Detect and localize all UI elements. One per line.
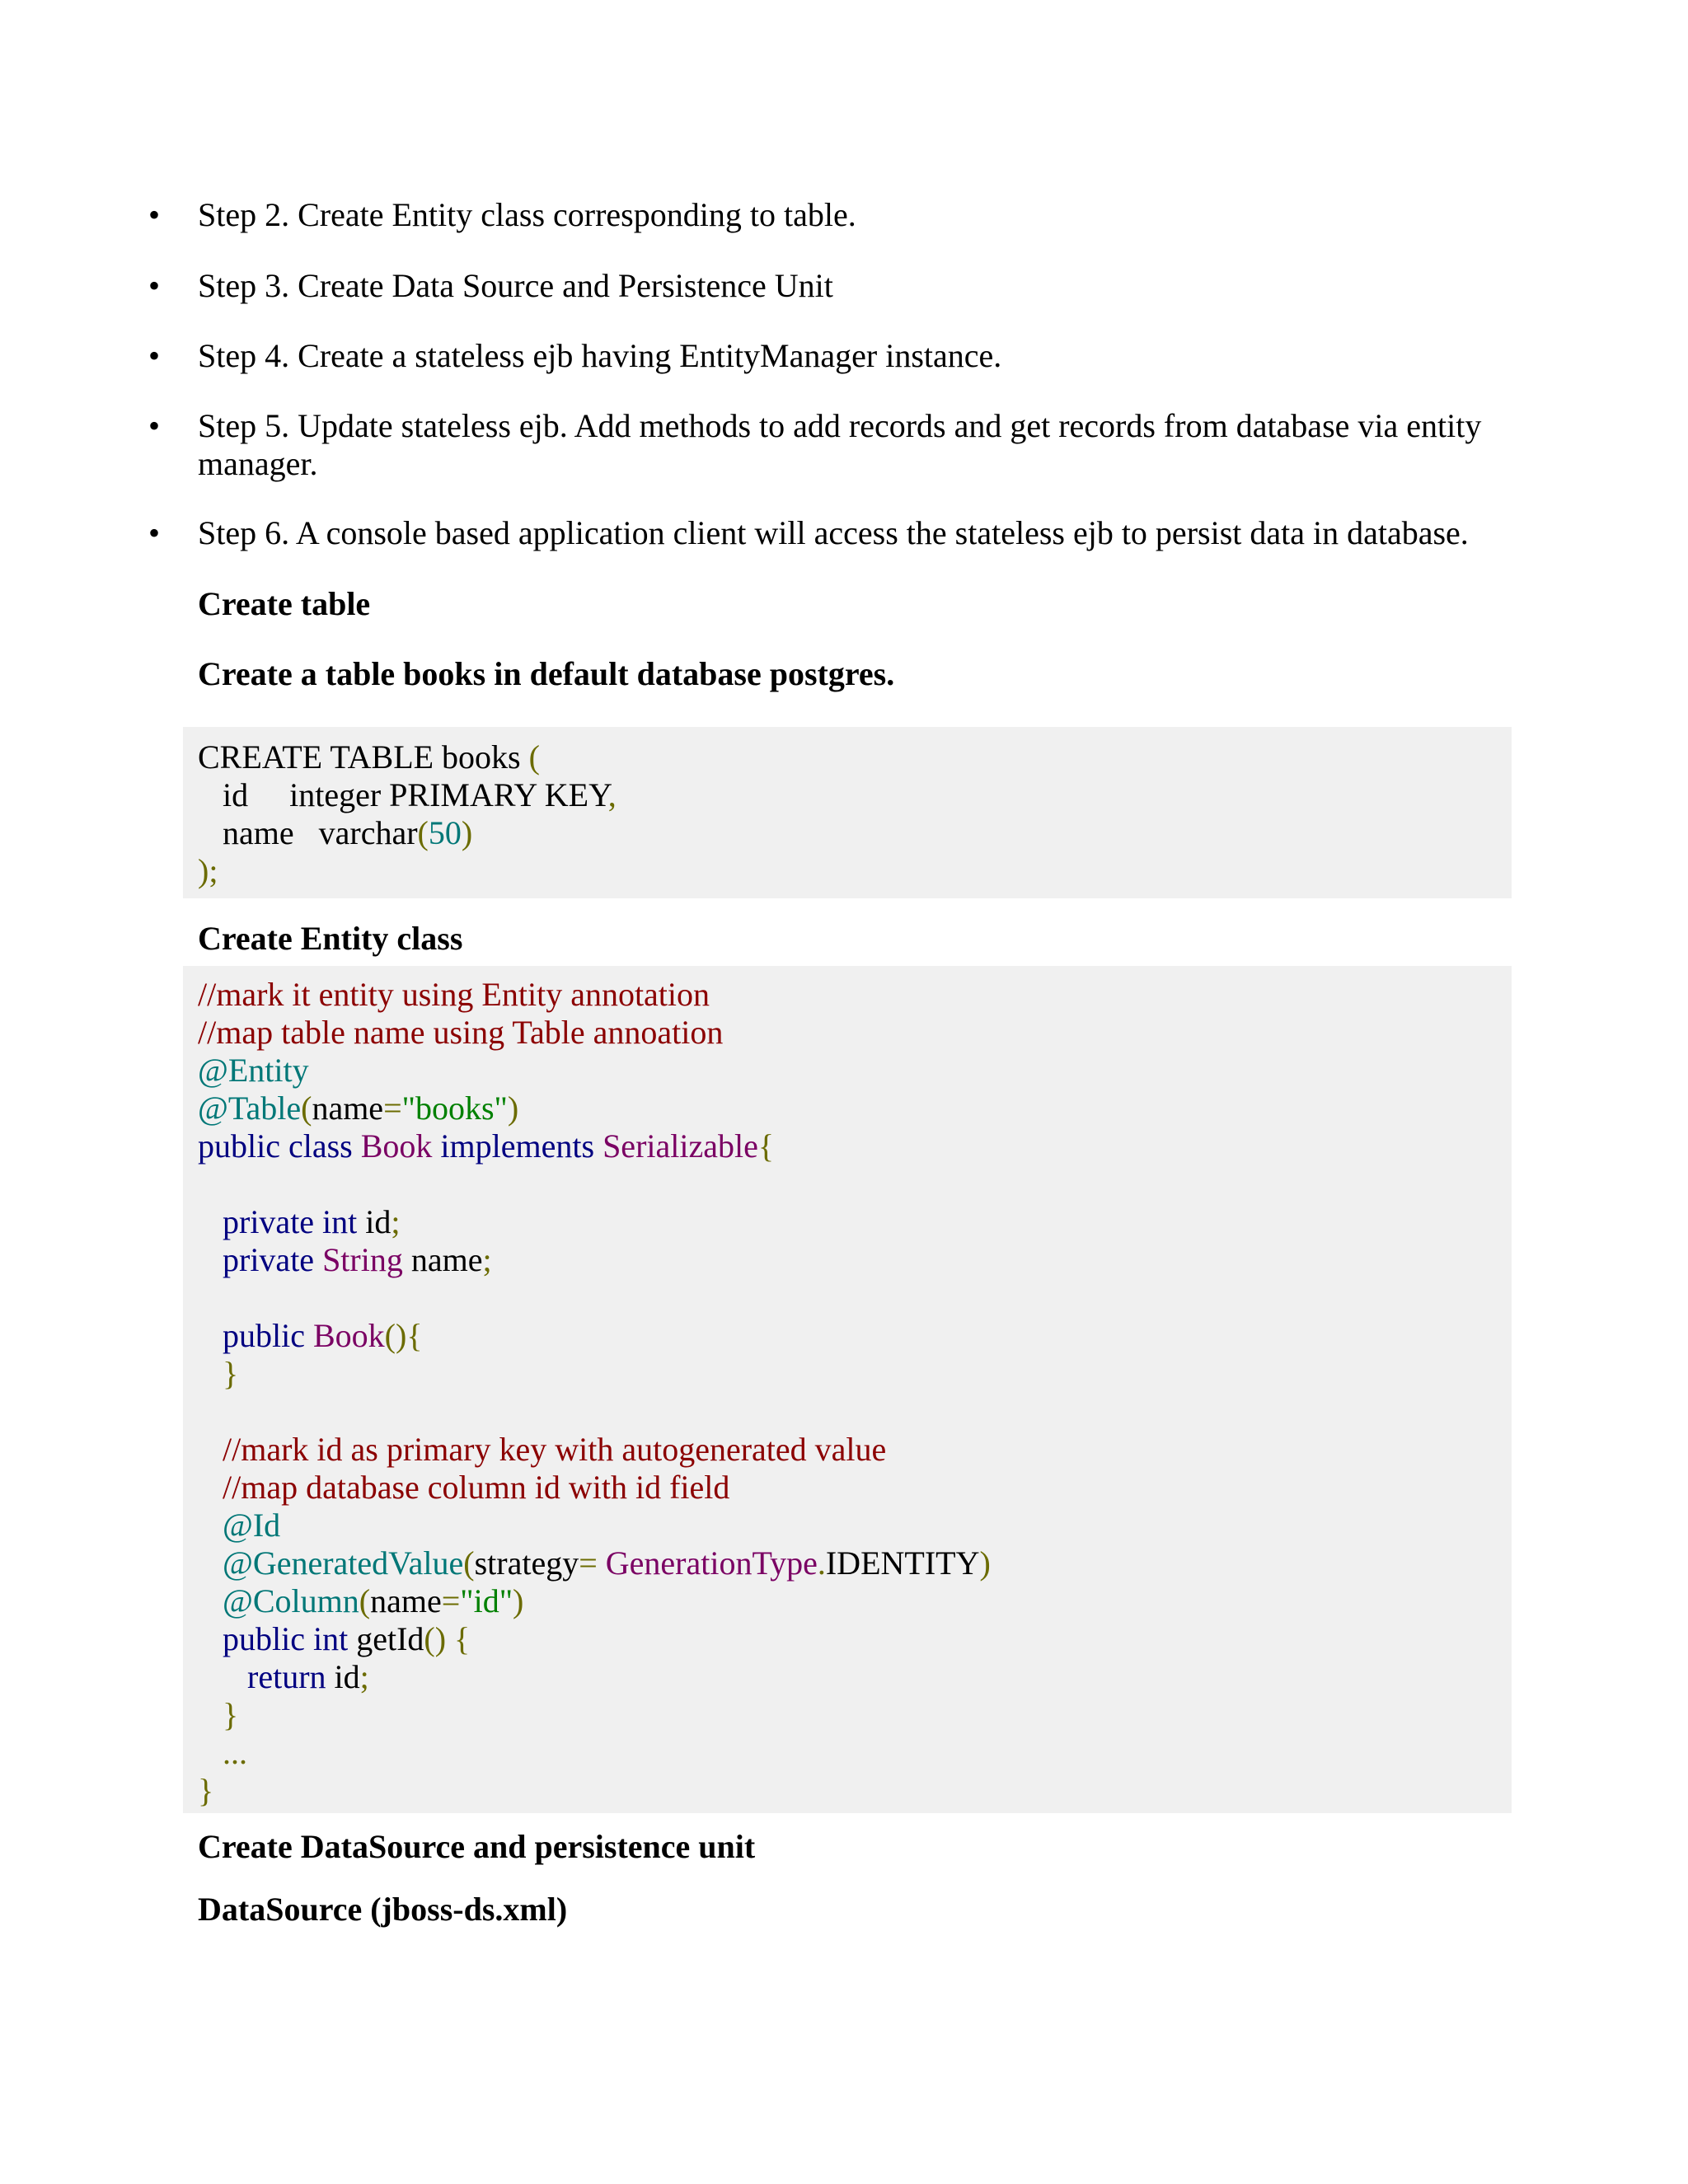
code-line <box>198 1355 1512 1393</box>
code-line <box>198 1544 1512 1582</box>
code-text: id <box>365 1203 392 1240</box>
code-type: Book <box>360 1127 433 1165</box>
heading-create-datasource: Create DataSource and persistence unit <box>198 1828 756 1865</box>
code-punct: } <box>198 1696 239 1733</box>
code-punct: ) <box>979 1544 991 1582</box>
code-punct: ) <box>507 1090 519 1127</box>
code-line <box>198 1658 1512 1696</box>
code-punct: = <box>441 1582 461 1619</box>
code-number: 50 <box>428 814 462 851</box>
code-line <box>198 1393 1512 1431</box>
code-keyword: implements <box>432 1127 603 1165</box>
code-punct: ) <box>461 814 473 851</box>
step-text: Step 3. Create Data Source and Persistence Unit <box>198 267 833 304</box>
code-line <box>198 1014 1512 1052</box>
code-punct: ) <box>513 1582 524 1619</box>
step-text: Step 4. Create a stateless ejb having EntityManager instance. <box>198 337 1002 374</box>
code-line <box>198 1203 1512 1241</box>
code-type: GenerationType <box>605 1544 818 1582</box>
code-keyword: public int <box>198 1620 357 1657</box>
code-line <box>198 1431 1512 1469</box>
code-type: Serializable <box>603 1127 758 1165</box>
step-text: Step 6. A console based application client will access the stateless ejb to persist data in database. <box>198 514 1469 551</box>
code-comment: //map database column id with id field <box>198 1469 730 1506</box>
code-punct: () { <box>424 1620 471 1657</box>
code-line <box>198 1696 1512 1734</box>
code-line <box>198 852 1512 890</box>
step-text: Step 5. Update stateless ejb. Add methods to add records and get records from database via entity manager. <box>198 407 1482 482</box>
code-line <box>198 1507 1512 1544</box>
code-line <box>198 814 1512 852</box>
code-line <box>198 976 1512 1014</box>
code-annotation: @Column <box>198 1582 359 1619</box>
code-line <box>198 1772 1512 1810</box>
code-line <box>198 1052 1512 1090</box>
code-keyword: return <box>198 1658 335 1695</box>
code-punct: ( <box>463 1544 475 1582</box>
code-type: String <box>322 1241 403 1278</box>
code-punct: ); <box>198 852 218 889</box>
code-keyword: private int <box>198 1203 366 1240</box>
code-text: CREATE TABLE books <box>198 738 529 776</box>
code-punct: (){ <box>384 1317 423 1354</box>
code-line <box>198 776 1512 814</box>
code-punct: } <box>198 1772 214 1809</box>
code-line <box>198 1165 1512 1203</box>
code-line <box>198 1317 1512 1355</box>
code-comment: //mark id as primary key with autogenerated value <box>198 1431 887 1468</box>
code-text: id <box>334 1658 360 1695</box>
code-line <box>198 1734 1512 1772</box>
code-line <box>198 1279 1512 1317</box>
bullet-icon: • <box>148 514 161 551</box>
sql-code-block <box>183 727 1512 898</box>
bullet-icon: • <box>148 267 161 304</box>
code-line <box>198 1090 1512 1127</box>
code-punct: ( <box>528 738 540 776</box>
code-text: id integer PRIMARY KEY <box>198 776 608 813</box>
code-annotation: @GeneratedValue <box>198 1544 464 1582</box>
code-text: name <box>312 1090 384 1127</box>
heading-datasource-file: DataSource (jboss-ds.xml) <box>198 1891 568 1928</box>
bullet-icon: • <box>148 407 161 444</box>
code-punct: ; <box>482 1241 492 1278</box>
heading-create-table: Create table <box>198 585 371 622</box>
code-line <box>198 1127 1512 1165</box>
bullet-icon: • <box>148 196 161 233</box>
code-punct: = <box>579 1544 606 1582</box>
code-punct: } <box>198 1355 239 1392</box>
code-string: "id" <box>460 1582 513 1619</box>
code-line <box>198 738 1512 776</box>
code-line <box>198 1582 1512 1620</box>
code-text: getId <box>356 1620 424 1657</box>
java-code-block <box>183 966 1512 1813</box>
code-annotation: @Id <box>198 1507 281 1544</box>
code-text: strategy <box>474 1544 579 1582</box>
code-keyword: public <box>198 1317 313 1354</box>
heading-create-table-desc: Create a table books in default database postgres. <box>198 655 895 692</box>
code-line <box>198 1241 1512 1279</box>
code-line <box>198 1469 1512 1507</box>
code-string: "books" <box>401 1090 508 1127</box>
code-text: name varchar <box>198 814 418 851</box>
step-text: Step 2. Create Entity class corresponding to table. <box>198 196 856 233</box>
code-keyword: private <box>198 1241 323 1278</box>
code-text: IDENTITY <box>825 1544 980 1582</box>
code-punct: ; <box>391 1203 401 1240</box>
bullet-icon: • <box>148 337 161 374</box>
heading-create-entity: Create Entity class <box>198 920 463 957</box>
code-punct: { <box>757 1127 775 1165</box>
code-annotation: @Table <box>198 1090 302 1127</box>
code-text: name <box>402 1241 483 1278</box>
code-annotation: @Entity <box>198 1052 309 1089</box>
code-keyword: public class <box>198 1127 361 1165</box>
code-punct: ; <box>359 1658 369 1695</box>
code-line <box>198 1620 1512 1658</box>
code-punct: , <box>607 776 617 813</box>
code-punct: ( <box>359 1582 371 1619</box>
code-punct: . <box>817 1544 826 1582</box>
code-text: name <box>370 1582 442 1619</box>
code-comment: //mark it entity using Entity annotation <box>198 976 710 1013</box>
code-punct: ( <box>301 1090 312 1127</box>
code-type: Book <box>312 1317 385 1354</box>
code-punct: ... <box>198 1734 247 1771</box>
code-comment: //map table name using Table annoation <box>198 1014 724 1051</box>
code-punct: ( <box>417 814 429 851</box>
code-punct: = <box>383 1090 402 1127</box>
